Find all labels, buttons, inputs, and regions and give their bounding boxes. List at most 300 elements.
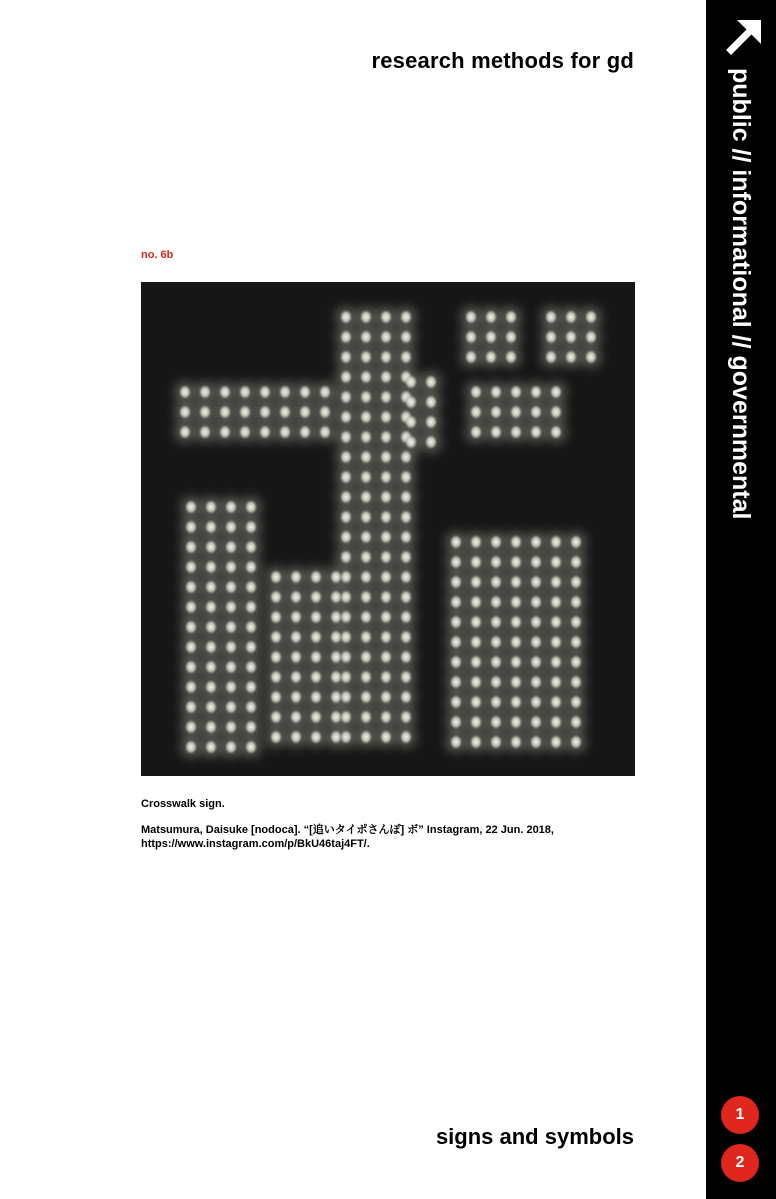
led-dot: [299, 385, 312, 400]
led-dot: [299, 405, 312, 420]
led-dot: [465, 310, 478, 325]
led-dot: [290, 670, 303, 685]
led-dot: [199, 425, 212, 440]
led-dot: [510, 715, 523, 730]
led-dot: [330, 730, 343, 745]
led-dot: [470, 575, 483, 590]
led-dot: [490, 405, 503, 420]
led-dot: [290, 570, 303, 585]
led-dot: [310, 590, 323, 605]
led-dot: [245, 520, 258, 535]
led-dot: [400, 610, 413, 625]
led-dot: [400, 490, 413, 505]
led-dot: [205, 520, 218, 535]
led-dot: [570, 535, 583, 550]
led-dot: [470, 595, 483, 610]
led-dot: [259, 385, 272, 400]
led-dot: [565, 350, 578, 365]
led-dot: [199, 385, 212, 400]
led-dot: [340, 470, 353, 485]
led-dot: [450, 655, 463, 670]
led-dot: [270, 710, 283, 725]
led-dot: [490, 675, 503, 690]
led-dot: [470, 405, 483, 420]
led-dot: [185, 600, 198, 615]
led-dot: [400, 570, 413, 585]
led-dot: [425, 435, 438, 450]
led-dot: [550, 575, 563, 590]
led-dot: [259, 405, 272, 420]
caption-title: Crosswalk sign.: [141, 798, 225, 810]
led-dot: [550, 615, 563, 630]
led-dot: [400, 550, 413, 565]
led-dot: [400, 650, 413, 665]
led-dot: [400, 590, 413, 605]
sidebar: [706, 0, 776, 1199]
section-badge-2: 2: [721, 1144, 759, 1182]
led-dot: [225, 740, 238, 755]
led-dot: [185, 660, 198, 675]
led-dot: [510, 595, 523, 610]
led-dot: [545, 350, 558, 365]
led-dot: [465, 330, 478, 345]
led-dot: [185, 620, 198, 635]
led-dot: [310, 650, 323, 665]
led-dot: [330, 710, 343, 725]
led-dot: [185, 700, 198, 715]
led-dot: [360, 510, 373, 525]
led-dot: [360, 730, 373, 745]
led-dot: [565, 310, 578, 325]
led-dot: [330, 670, 343, 685]
led-dot: [380, 370, 393, 385]
led-dot: [225, 620, 238, 635]
led-dot: [319, 385, 332, 400]
led-dot: [245, 660, 258, 675]
led-dot: [400, 530, 413, 545]
led-dot: [470, 535, 483, 550]
led-dot: [545, 330, 558, 345]
led-dot: [530, 635, 543, 650]
led-dot: [380, 490, 393, 505]
led-dot: [340, 410, 353, 425]
led-dot: [330, 630, 343, 645]
led-dot: [270, 610, 283, 625]
led-dot: [530, 735, 543, 750]
led-dot: [490, 715, 503, 730]
led-dot: [510, 575, 523, 590]
led-dot: [205, 580, 218, 595]
led-dot: [360, 710, 373, 725]
led-dot: [360, 370, 373, 385]
led-dot: [565, 330, 578, 345]
led-dot: [450, 595, 463, 610]
led-dot: [425, 375, 438, 390]
led-dot: [199, 405, 212, 420]
led-dot: [245, 720, 258, 735]
led-dot: [570, 555, 583, 570]
led-dot: [340, 430, 353, 445]
led-dot: [245, 560, 258, 575]
led-dot: [360, 570, 373, 585]
led-dot: [219, 385, 232, 400]
led-dot: [360, 330, 373, 345]
led-dot: [450, 555, 463, 570]
led-dot: [570, 715, 583, 730]
led-dot: [380, 450, 393, 465]
led-dot: [510, 425, 523, 440]
led-dot: [319, 405, 332, 420]
led-dot: [205, 500, 218, 515]
led-dot: [360, 470, 373, 485]
led-dot: [570, 575, 583, 590]
led-dot: [185, 680, 198, 695]
led-dot: [490, 555, 503, 570]
led-dot: [380, 730, 393, 745]
led-dot: [205, 620, 218, 635]
led-dot: [380, 470, 393, 485]
led-dot: [530, 595, 543, 610]
led-dot: [290, 630, 303, 645]
led-dot: [239, 405, 252, 420]
led-dot: [550, 555, 563, 570]
led-dot: [530, 535, 543, 550]
led-dot: [279, 425, 292, 440]
led-dot: [310, 570, 323, 585]
led-dot: [380, 330, 393, 345]
led-dot: [219, 425, 232, 440]
led-dot: [505, 330, 518, 345]
led-dot: [360, 310, 373, 325]
plate-number: no. 6b: [141, 249, 174, 261]
led-dot: [279, 405, 292, 420]
led-dot: [550, 425, 563, 440]
led-dot: [470, 635, 483, 650]
led-dot: [470, 735, 483, 750]
page-footer-title: signs and symbols: [435, 1124, 634, 1149]
led-dot: [290, 610, 303, 625]
led-dot: [450, 695, 463, 710]
led-dot: [290, 650, 303, 665]
led-dot: [380, 430, 393, 445]
led-dot: [400, 670, 413, 685]
led-dot: [585, 330, 598, 345]
led-dot: [485, 330, 498, 345]
led-dot: [340, 490, 353, 505]
led-dot: [245, 500, 258, 515]
led-dot: [450, 575, 463, 590]
led-dot: [185, 640, 198, 655]
led-dot: [239, 425, 252, 440]
led-dot: [340, 370, 353, 385]
led-dot: [340, 390, 353, 405]
led-dot: [400, 350, 413, 365]
led-dot: [360, 610, 373, 625]
led-dot: [510, 655, 523, 670]
led-dot: [450, 635, 463, 650]
led-dot: [550, 635, 563, 650]
arrow-up-right-icon: [723, 14, 767, 58]
led-dot: [450, 715, 463, 730]
led-dot: [450, 535, 463, 550]
led-dot: [205, 540, 218, 555]
led-dot: [470, 385, 483, 400]
led-dot: [490, 635, 503, 650]
led-dot: [340, 510, 353, 525]
led-dot: [219, 405, 232, 420]
led-dot: [380, 690, 393, 705]
page-header-title: research methods for gd: [371, 48, 634, 73]
led-dot: [380, 390, 393, 405]
led-dot: [340, 330, 353, 345]
led-dot: [400, 330, 413, 345]
led-dot: [225, 720, 238, 735]
led-dot: [245, 740, 258, 755]
caption-citation: Matsumura, Daisuke [nodoca]. “[追いタイポさんぽ] ボ” Instagram, 22 Jun. 2018, https://www.instagram.com/p/BkU46taj4FT/.: [141, 824, 554, 850]
led-dot: [205, 600, 218, 615]
led-dot: [530, 385, 543, 400]
led-dot: [465, 350, 478, 365]
led-dot: [185, 520, 198, 535]
led-dot: [490, 695, 503, 710]
led-dot: [530, 615, 543, 630]
led-dot: [400, 470, 413, 485]
led-dot: [340, 350, 353, 365]
led-dot: [279, 385, 292, 400]
led-dot: [319, 425, 332, 440]
led-dot: [310, 710, 323, 725]
led-dot: [470, 695, 483, 710]
led-dot: [340, 530, 353, 545]
led-dot: [330, 690, 343, 705]
led-dot: [380, 650, 393, 665]
led-dot: [310, 670, 323, 685]
led-dot: [360, 650, 373, 665]
led-dot: [179, 385, 192, 400]
led-dot: [530, 425, 543, 440]
led-dot: [185, 540, 198, 555]
led-dot: [510, 695, 523, 710]
led-dot: [340, 450, 353, 465]
led-dot: [490, 655, 503, 670]
led-dot: [530, 695, 543, 710]
led-dot: [470, 655, 483, 670]
led-dot: [270, 570, 283, 585]
led-dot: [530, 405, 543, 420]
led-dot: [185, 740, 198, 755]
led-dot: [585, 310, 598, 325]
led-dot: [510, 635, 523, 650]
led-dot: [360, 430, 373, 445]
led-dot: [270, 630, 283, 645]
led-dot: [245, 680, 258, 695]
led-dot: [360, 350, 373, 365]
led-dot: [330, 650, 343, 665]
led-dot: [490, 425, 503, 440]
led-dot: [225, 520, 238, 535]
led-dot: [405, 395, 418, 410]
led-dot: [380, 530, 393, 545]
led-dot: [400, 450, 413, 465]
led-dot: [570, 735, 583, 750]
led-dot: [485, 350, 498, 365]
led-dot: [570, 595, 583, 610]
led-dot: [360, 530, 373, 545]
led-dot: [225, 580, 238, 595]
led-dot: [259, 425, 272, 440]
led-dot: [310, 630, 323, 645]
led-dot: [485, 310, 498, 325]
led-dot: [400, 510, 413, 525]
led-dot: [360, 390, 373, 405]
led-dot: [570, 695, 583, 710]
led-dot: [225, 560, 238, 575]
led-dot: [550, 535, 563, 550]
led-dot: [550, 735, 563, 750]
led-dot: [530, 555, 543, 570]
led-dot: [470, 675, 483, 690]
section-badge-1: 1: [721, 1096, 759, 1134]
led-dot: [490, 575, 503, 590]
led-dot: [225, 660, 238, 675]
led-dot: [400, 630, 413, 645]
led-dot: [310, 690, 323, 705]
led-dot: [510, 535, 523, 550]
led-dot: [450, 615, 463, 630]
led-dot: [290, 590, 303, 605]
led-dot: [360, 490, 373, 505]
led-dot: [405, 435, 418, 450]
led-dot: [490, 535, 503, 550]
led-dot: [380, 410, 393, 425]
led-dot: [239, 385, 252, 400]
led-dot: [270, 690, 283, 705]
led-dot: [340, 550, 353, 565]
led-dot: [405, 415, 418, 430]
led-dot: [550, 595, 563, 610]
led-dot: [225, 700, 238, 715]
led-dot: [585, 350, 598, 365]
led-dot: [245, 540, 258, 555]
led-dot: [425, 395, 438, 410]
led-dot: [550, 385, 563, 400]
led-dot: [470, 715, 483, 730]
led-dot: [380, 310, 393, 325]
led-dot: [360, 550, 373, 565]
led-dot: [380, 550, 393, 565]
led-dot: [530, 655, 543, 670]
led-dot: [225, 600, 238, 615]
led-dot: [330, 570, 343, 585]
led-dot-matrix: [141, 282, 635, 776]
led-dot: [400, 690, 413, 705]
led-dot: [340, 310, 353, 325]
led-dot: [400, 310, 413, 325]
led-dot: [205, 640, 218, 655]
led-dot: [310, 730, 323, 745]
led-dot: [205, 740, 218, 755]
led-dot: [330, 610, 343, 625]
led-dot: [245, 620, 258, 635]
led-dot: [550, 695, 563, 710]
led-dot: [270, 730, 283, 745]
led-dot: [570, 635, 583, 650]
led-dot: [205, 560, 218, 575]
led-dot: [470, 555, 483, 570]
led-dot: [505, 350, 518, 365]
led-dot: [205, 700, 218, 715]
led-dot: [205, 660, 218, 675]
led-dot: [360, 590, 373, 605]
led-dot: [360, 690, 373, 705]
led-dot: [225, 640, 238, 655]
led-dot: [510, 555, 523, 570]
led-dot: [510, 615, 523, 630]
led-dot: [425, 415, 438, 430]
led-dot: [270, 650, 283, 665]
led-dot: [205, 720, 218, 735]
led-dot: [185, 560, 198, 575]
led-dot: [530, 575, 543, 590]
led-dot: [400, 710, 413, 725]
led-dot: [570, 615, 583, 630]
led-dot: [550, 715, 563, 730]
led-dot: [550, 655, 563, 670]
led-dot: [470, 425, 483, 440]
led-dot: [510, 735, 523, 750]
led-dot: [570, 655, 583, 670]
led-dot: [450, 675, 463, 690]
led-dot: [360, 450, 373, 465]
led-dot: [360, 410, 373, 425]
led-dot: [380, 510, 393, 525]
led-dot: [380, 670, 393, 685]
led-dot: [290, 710, 303, 725]
led-dot: [185, 720, 198, 735]
led-dot: [270, 590, 283, 605]
led-dot: [490, 595, 503, 610]
led-dot: [510, 385, 523, 400]
led-dot: [530, 715, 543, 730]
led-dot: [380, 570, 393, 585]
led-dot: [470, 615, 483, 630]
led-dot: [225, 500, 238, 515]
led-dot: [310, 610, 323, 625]
led-dot: [510, 675, 523, 690]
led-dot: [290, 690, 303, 705]
led-dot: [510, 405, 523, 420]
led-dot: [380, 610, 393, 625]
led-dot: [179, 425, 192, 440]
led-dot: [405, 375, 418, 390]
led-dot: [545, 310, 558, 325]
led-dot: [245, 700, 258, 715]
led-dot: [490, 615, 503, 630]
led-dot: [225, 540, 238, 555]
led-dot: [380, 590, 393, 605]
led-dot: [490, 735, 503, 750]
led-dot: [205, 680, 218, 695]
led-dot: [290, 730, 303, 745]
led-dot: [530, 675, 543, 690]
led-dot: [245, 580, 258, 595]
led-dot: [245, 600, 258, 615]
led-dot: [550, 405, 563, 420]
sidebar-vertical-title: public // informational // governmental: [727, 68, 755, 520]
crosswalk-sign-photo: [141, 282, 635, 776]
led-dot: [360, 630, 373, 645]
led-dot: [450, 735, 463, 750]
